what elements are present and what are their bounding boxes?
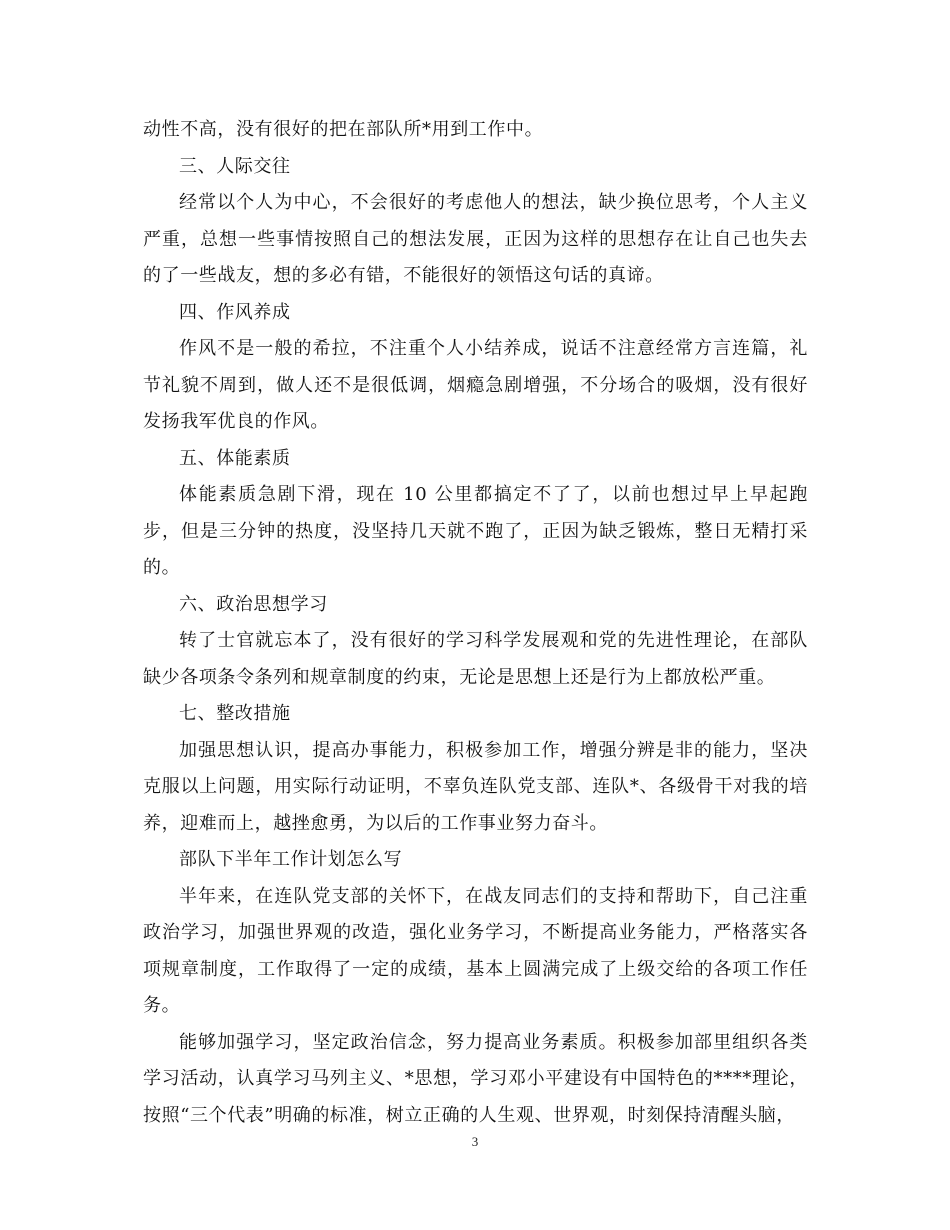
paragraph-conduct: 作风不是一般的希拉，不注重个人小结养成，说话不注意经常方言连篇，礼节礼貌不周到，做人还不是很低调，烟瘾急剧增强，不分场合的吸烟，没有很好发扬我军优良的作风。 — [143, 338, 808, 432]
section-heading-interpersonal: 三、人际交往 — [179, 155, 291, 177]
paragraph-rectification: 加强思想认识，提高办事能力，积极参加工作，增强分辨是非的能力，坚决克服以上问题，用实际行动证明，不辜负连队党支部、连队*、各级骨干对我的培养，迎难而上，越挫愈勇，为以后的工作事业努力奋斗。 — [143, 739, 808, 834]
section-heading-rectification: 七、整改措施 — [179, 703, 291, 724]
paragraph-continuation: 动性不高，没有很好的把在部队所*用到工作中。 — [143, 119, 544, 140]
paragraph-interpersonal: 经常以个人为中心，不会很好的考虑他人的想法，缺少换位思考，个人主义严重，总想一些事情按照自己的想法发展，正因为这样的思想存在让自己也失去的了一些战友，想的多必有错，不能很好的领悟这句话的真谛。 — [143, 192, 808, 286]
section-heading-political-study: 六、政治思想学习 — [179, 593, 328, 615]
paragraph-half-year-summary: 半年来，在连队党支部的关怀下，在战友同志们的支持和帮助下，自己注重政治学习，加强世界观的改造，强化业务学习，不断提高业务能力，严格落实各项规章制度，工作取得了一定的成绩，基本上圆满完成了上级交给的各项工作任务。 — [143, 885, 808, 1016]
paragraph-study: 能够加强学习，坚定政治信念，努力提高业务素质。积极参加部里组织各类学习活动，认真学习马列主义、*思想，学习邓小平建设有中国特色的****理论，按照“三个代表”明确的标准，树立正确的人生观、世界观，时刻保持清醒头脑， — [143, 1031, 808, 1126]
page-number: 3 — [471, 1134, 479, 1149]
document-body — [143, 112, 808, 1134]
section-heading-fitness: 五、体能素质 — [179, 447, 291, 469]
subtitle-work-plan: 部队下半年工作计划怎么写 — [179, 849, 403, 870]
paragraph-political-study: 转了士官就忘本了，没有很好的学习科学发展观和党的先进性理论，在部队缺少各项条令条列和规章制度的约束，无论是思想上还是行为上都放松严重。 — [143, 630, 808, 688]
paragraph-fitness: 体能素质急剧下滑，现在 10 公里都搞定不了了，以前也想过早上早起跑步，但是三分钟的热度，没坚持几天就不跑了，正因为缺乏锻炼，整日无精打采的。 — [143, 484, 808, 578]
section-heading-conduct: 四、作风养成 — [179, 301, 291, 323]
